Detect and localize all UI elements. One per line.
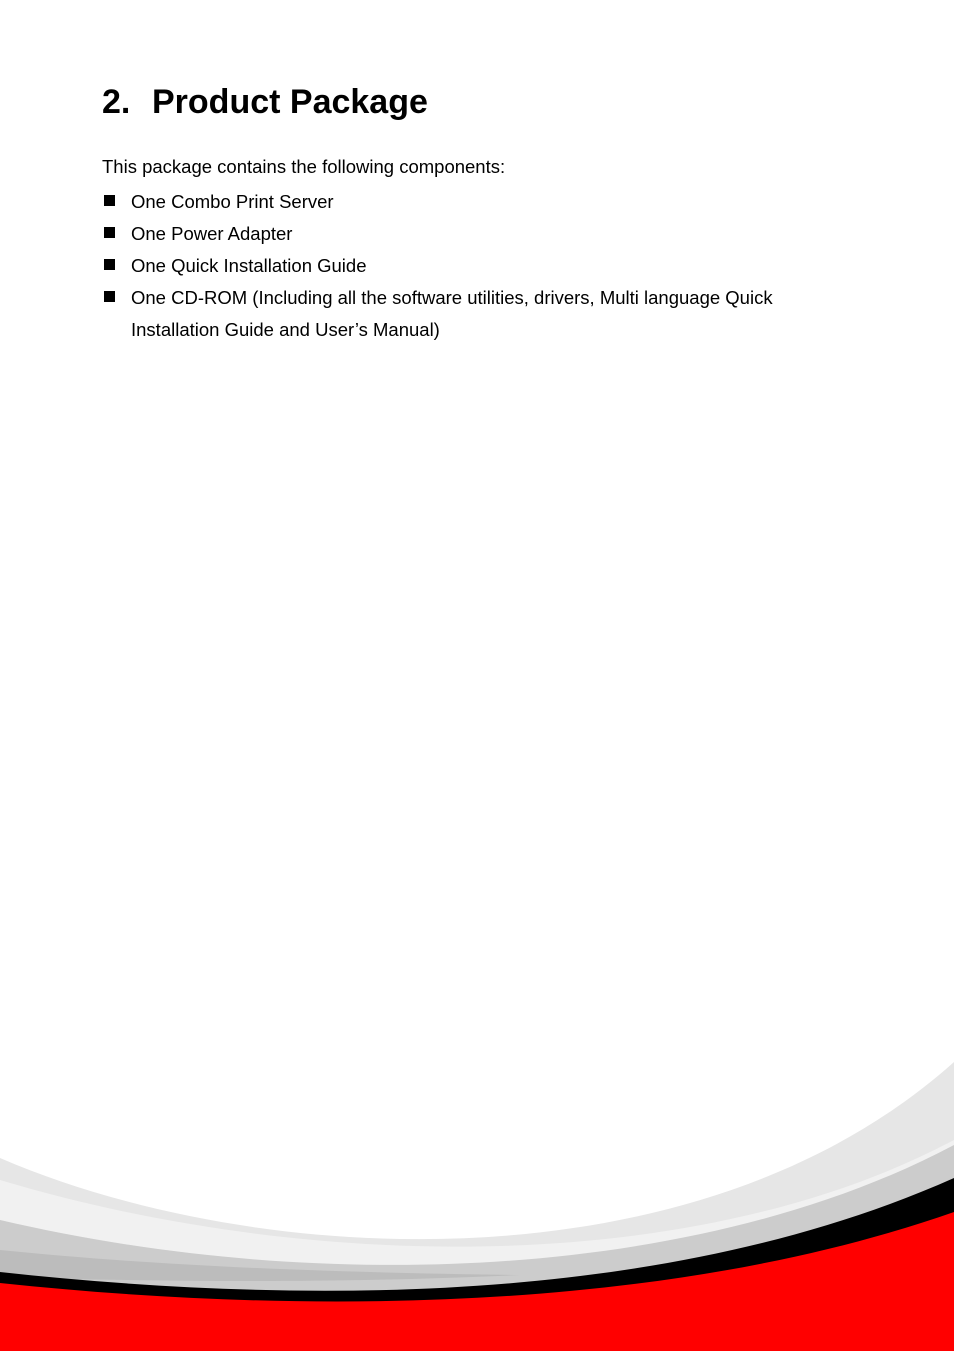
footer-wave-decoration xyxy=(0,1040,954,1351)
section-title: Product Package xyxy=(152,83,428,121)
square-bullet-icon xyxy=(104,291,115,302)
list-item xyxy=(102,186,822,218)
list-item xyxy=(102,282,822,346)
list-item-text: One Power Adapter xyxy=(131,223,293,244)
list-item-text: One Combo Print Server xyxy=(131,191,334,212)
square-bullet-icon xyxy=(104,227,115,238)
square-bullet-icon xyxy=(104,195,115,206)
list-item xyxy=(102,218,822,250)
square-bullet-icon xyxy=(104,259,115,270)
list-item xyxy=(102,250,822,282)
intro-text: This package contains the following components: xyxy=(102,156,506,177)
section-number: 2. xyxy=(102,83,131,121)
page-title xyxy=(102,80,428,124)
list-item-text: One Quick Installation Guide xyxy=(131,255,367,276)
component-list xyxy=(102,186,822,346)
list-item-text: One CD-ROM (Including all the software utilities, drivers, Multi language Quick Installation Guide and User’s Manual) xyxy=(131,287,773,340)
